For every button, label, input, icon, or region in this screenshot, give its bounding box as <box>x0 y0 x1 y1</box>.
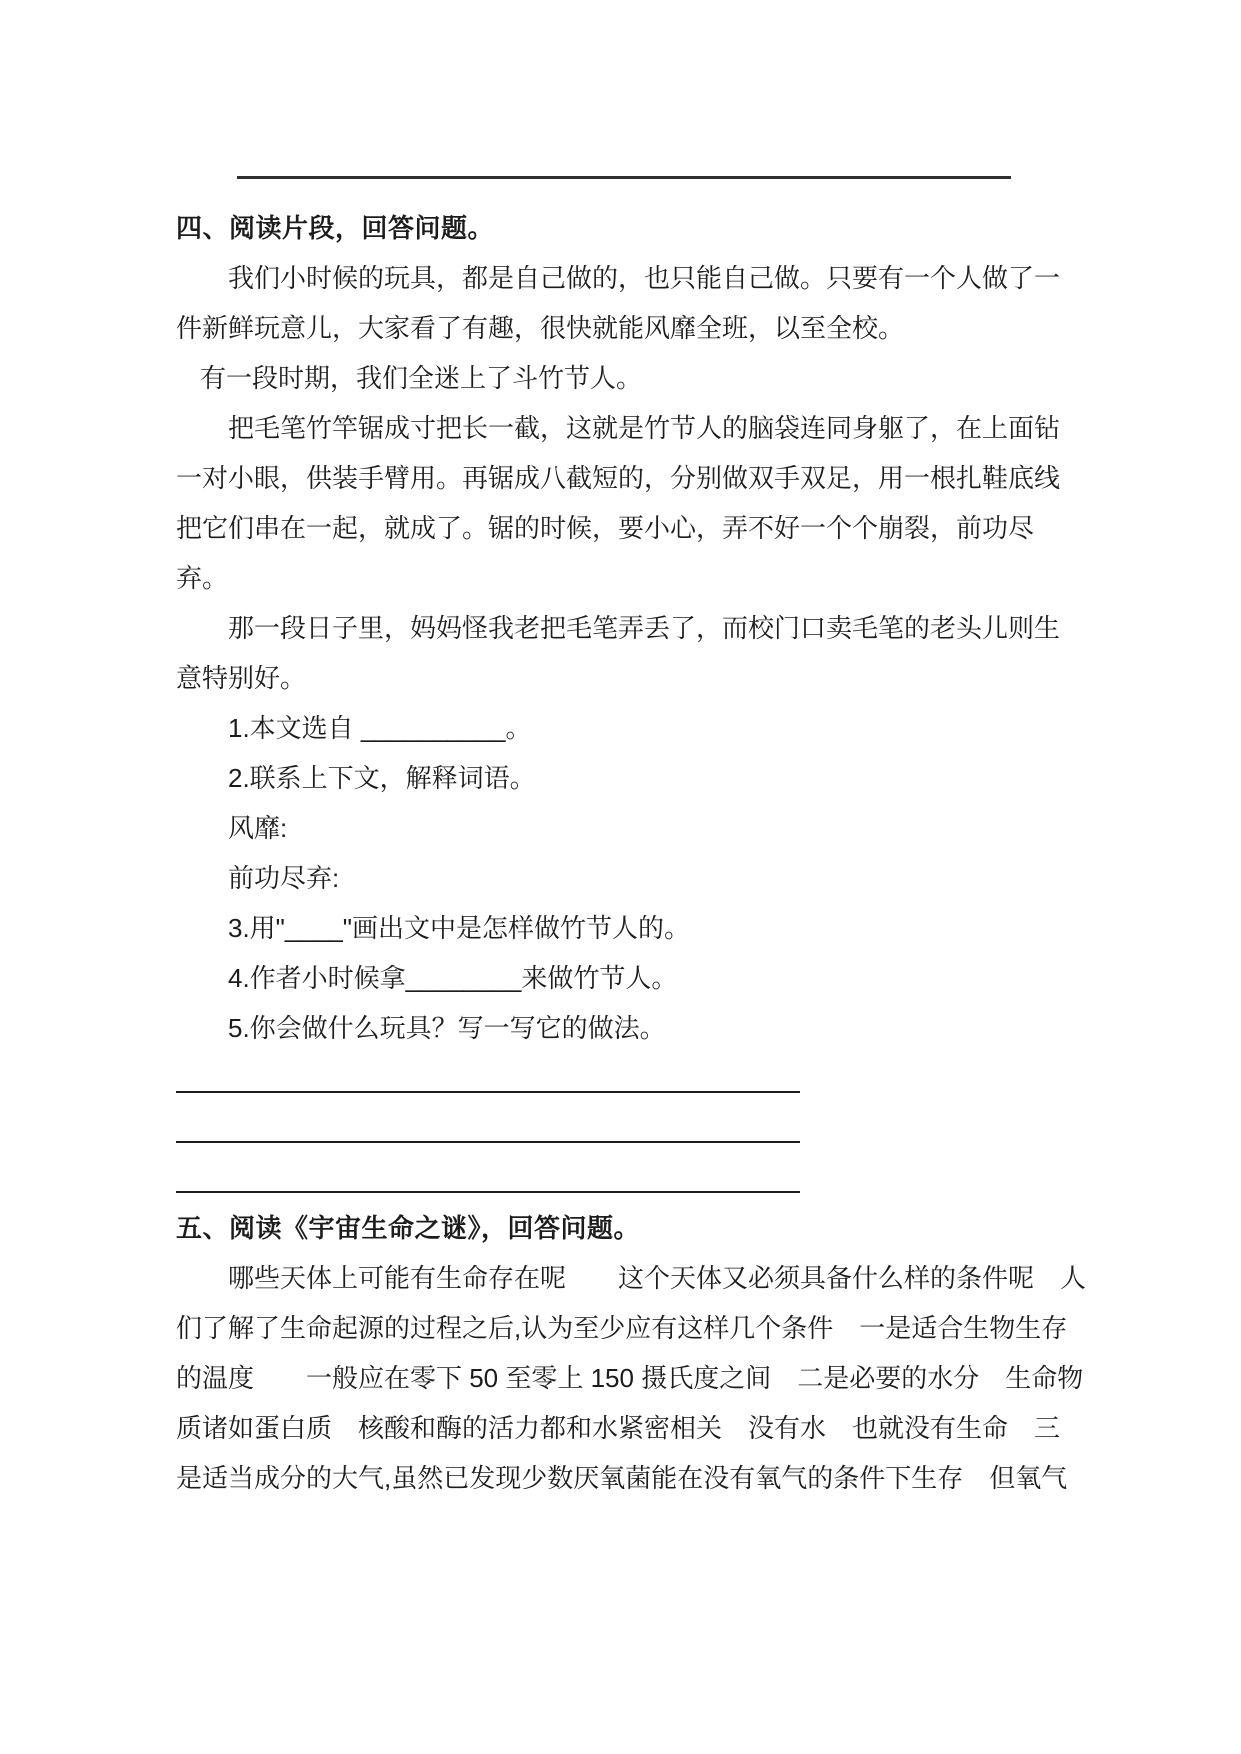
question-2-term-fengmi: 风靡: <box>228 813 288 843</box>
answer-line-top[interactable] <box>237 176 1011 179</box>
answer-rule <box>176 1091 800 1093</box>
answer-line-1[interactable] <box>176 1053 1156 1103</box>
passage-4-line-5: 一对小眼，供装手臂用。再锯成八截短的，分别做双手双足，用一根扎鞋底线 <box>176 463 1061 493</box>
passage-5-line-1: 哪些天体上可能有生命存在呢 这个天体又必须具备什么样的条件呢 人 <box>228 1263 1087 1293</box>
answer-rule <box>176 1191 800 1193</box>
answer-line-2[interactable] <box>176 1103 1156 1153</box>
section-4-heading: 四、阅读片段，回答问题。 <box>176 213 495 243</box>
answer-rule <box>176 1141 800 1143</box>
question-4: 4.作者小时候拿________来做竹节人。 <box>228 963 678 993</box>
question-2-term-qiangongjinqi: 前功尽弃: <box>228 863 340 893</box>
passage-5-line-4: 质诸如蛋白质 核酸和酶的活力都和水紧密相关 没有水 也就没有生命 三 <box>176 1413 1061 1443</box>
question-1: 1.本文选自 __________。 <box>228 713 532 743</box>
answer-line-3[interactable] <box>176 1153 1156 1203</box>
passage-4-line-6: 把它们串在一起，就成了。锯的时候，要小心，弄不好一个个崩裂，前功尽 <box>176 513 1035 543</box>
passage-4-line-8: 那一段日子里，妈妈怪我老把毛笔弄丢了，而校门口卖毛笔的老头儿则生 <box>228 613 1061 643</box>
question-2: 2.联系上下文，解释词语。 <box>228 763 536 793</box>
passage-5-line-3: 的温度 一般应在零下 50 至零上 150 摄氏度之间 二是必要的水分 生命物 <box>176 1363 1084 1393</box>
question-5: 5.你会做什么玩具？写一写它的做法。 <box>228 1013 666 1043</box>
passage-4-line-4: 把毛笔竹竿锯成寸把长一截，这就是竹节人的脑袋连同身躯了，在上面钻 <box>228 413 1061 443</box>
passage-4-line-7: 弃。 <box>176 563 229 593</box>
passage-4-line-9: 意特别好。 <box>176 663 307 693</box>
passage-5-line-2: 们了解了生命起源的过程之后,认为至少应有这样几个条件 一是适合生物生存 <box>176 1313 1068 1343</box>
question-3: 3.用"____"画出文中是怎样做竹节人的。 <box>228 913 690 943</box>
passage-4-line-3: 有一段时期，我们全迷上了斗竹节人。 <box>200 363 643 393</box>
section-5-heading: 五、阅读《宇宙生命之谜》，回答问题。 <box>176 1213 641 1243</box>
worksheet-content <box>176 203 1156 1503</box>
passage-4-line-2: 件新鲜玩意儿，大家看了有趣，很快就能风靡全班，以至全校。 <box>176 313 905 343</box>
passage-5-line-5: 是适当成分的大气,虽然已发现少数厌氧菌能在没有氧气的条件下生存 但氧气 <box>176 1463 1068 1493</box>
passage-4-line-1: 我们小时候的玩具，都是自己做的，也只能自己做。只要有一个人做了一 <box>228 263 1061 293</box>
